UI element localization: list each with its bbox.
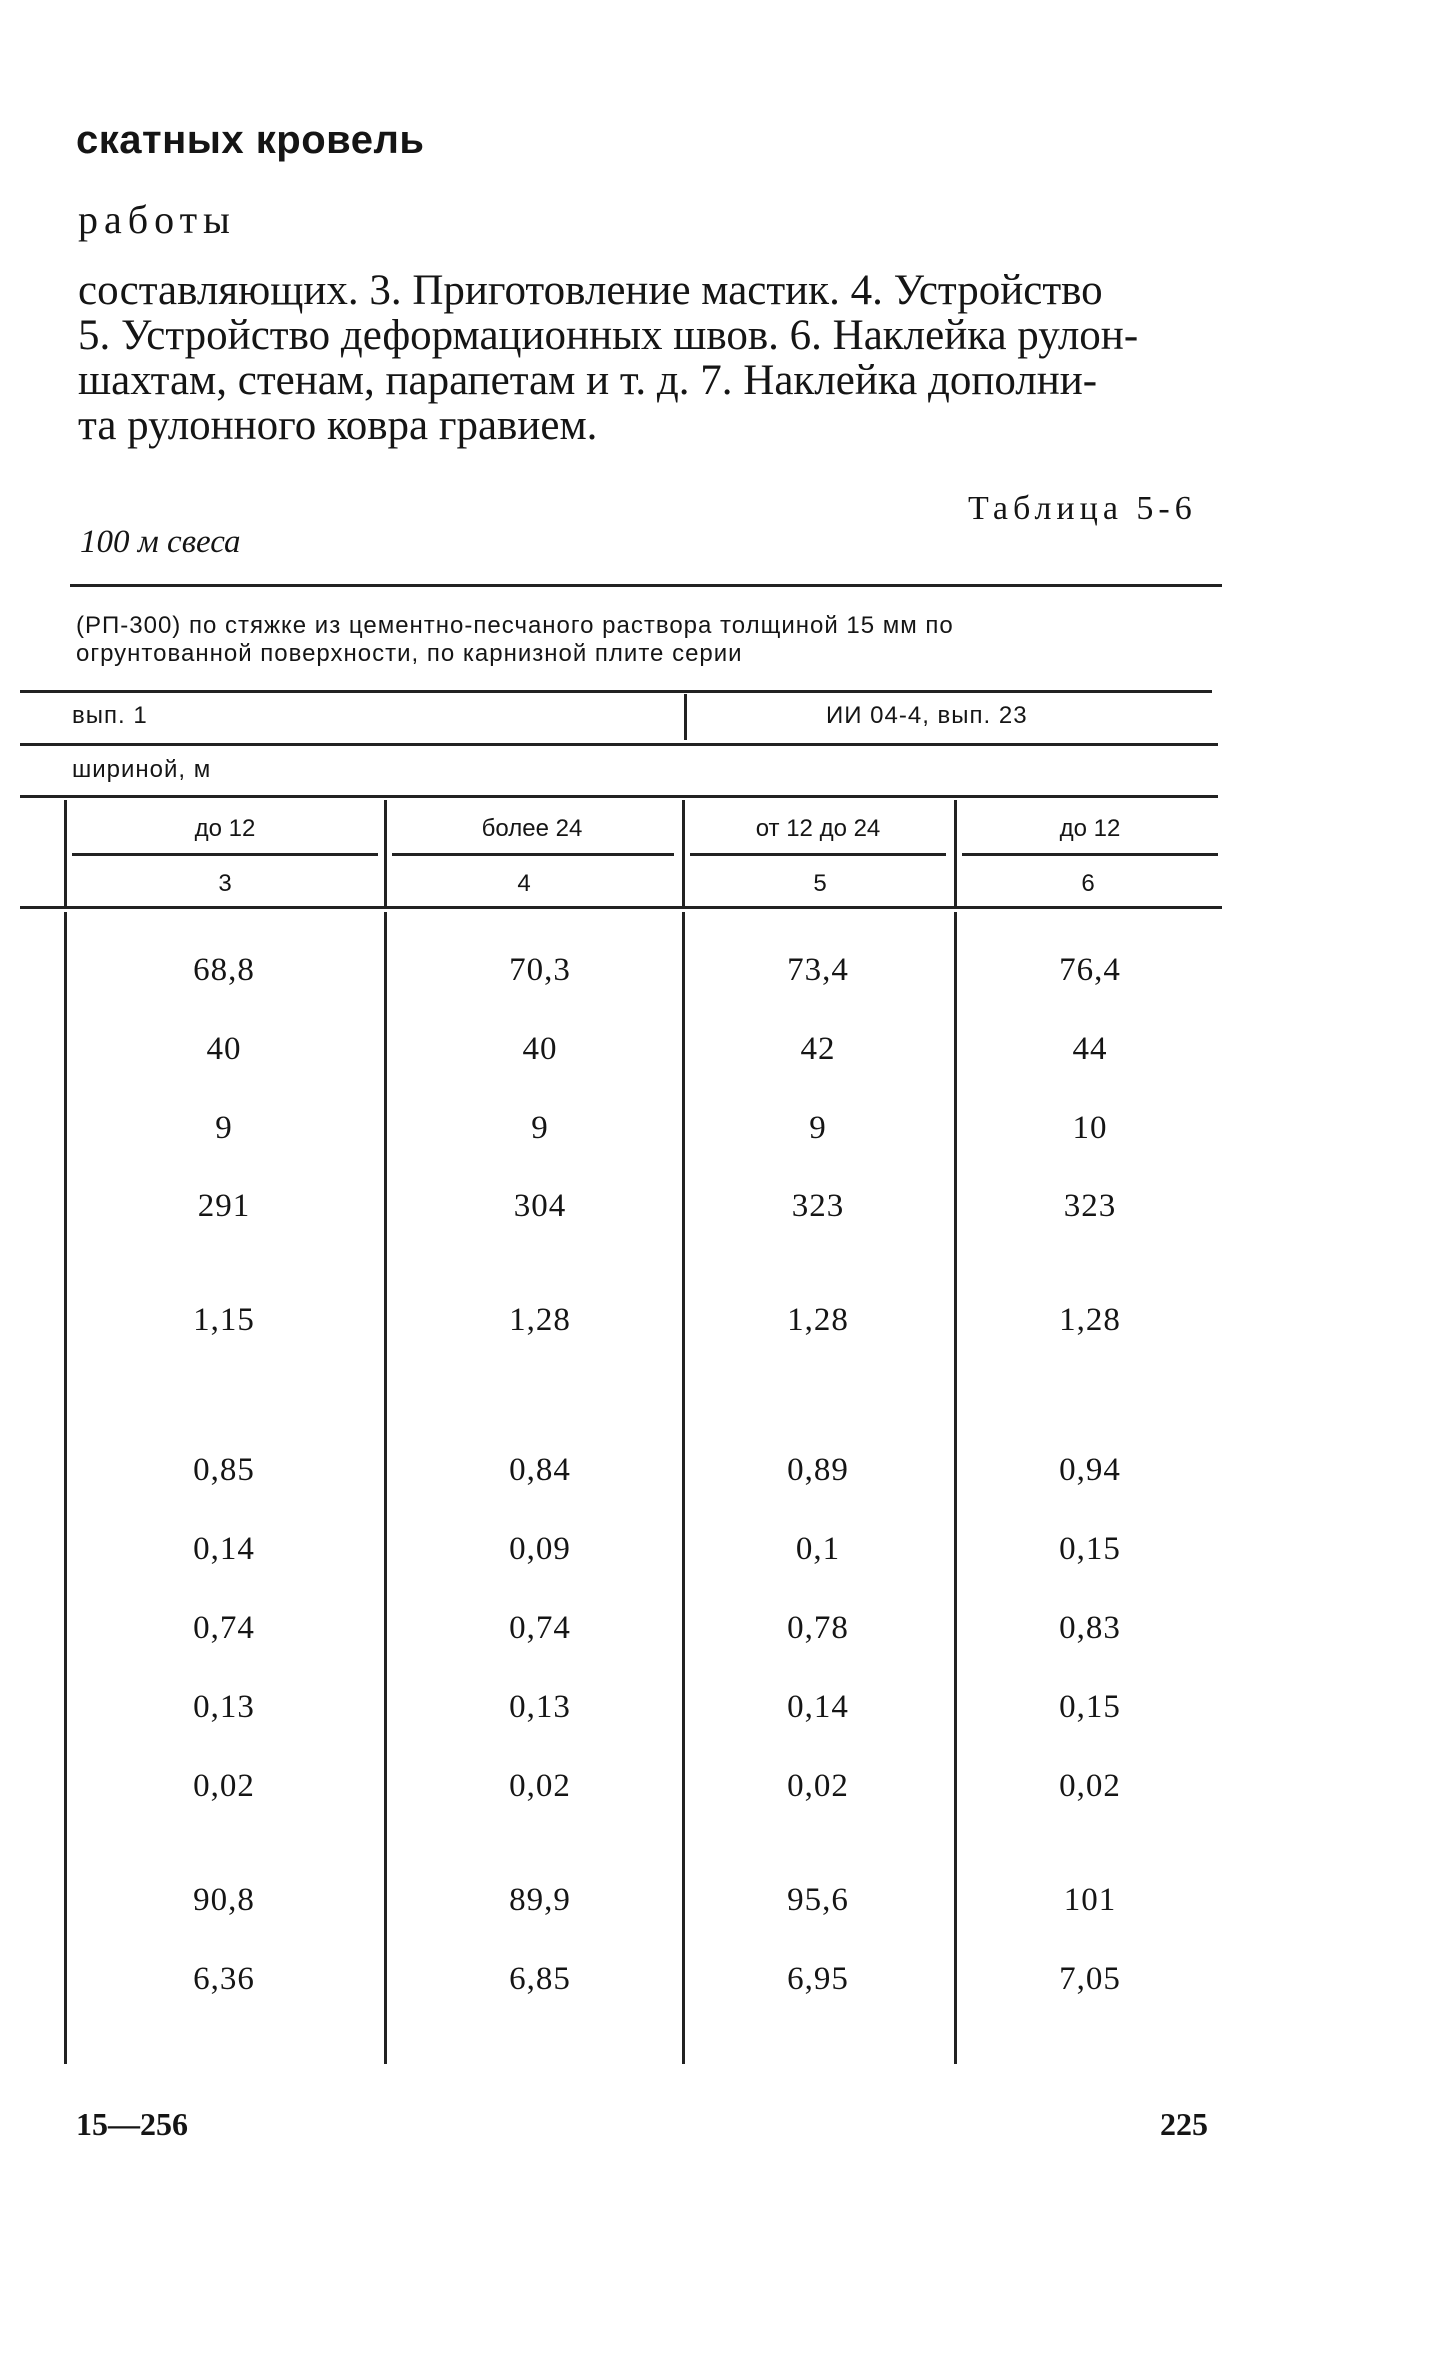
footer-signature: 15—256 bbox=[76, 2106, 188, 2142]
heading-bold: скатных кровель bbox=[76, 118, 425, 162]
page-number: 225 bbox=[1160, 2106, 1208, 2142]
table-cell: 9 bbox=[531, 1110, 549, 1146]
header-subrule-1 bbox=[72, 853, 378, 856]
column-number-6: 6 bbox=[1081, 870, 1095, 897]
header-divider-1 bbox=[384, 800, 387, 906]
paragraph-line-4: та рулонного ковра гравием. bbox=[78, 402, 598, 449]
table-cell: 76,4 bbox=[1059, 952, 1121, 988]
table-cell: 323 bbox=[791, 1188, 845, 1224]
series-divider bbox=[684, 694, 687, 740]
header-subrule-4 bbox=[962, 853, 1218, 856]
table-cell: 0,74 bbox=[193, 1610, 255, 1646]
table-cell: 0,14 bbox=[193, 1531, 255, 1567]
table-cell: 1,28 bbox=[509, 1302, 571, 1338]
table-cell: 101 bbox=[1063, 1882, 1117, 1918]
table-cell: 68,8 bbox=[193, 952, 255, 988]
table-cell: 42 bbox=[800, 1031, 836, 1067]
table-rule-width bbox=[20, 743, 1218, 746]
table-cell: 6,36 bbox=[193, 1961, 255, 1997]
table-rule-headers bbox=[20, 795, 1218, 798]
table-cell: 1,28 bbox=[1059, 1302, 1121, 1338]
table-cell: 40 bbox=[206, 1031, 242, 1067]
table-cell: 0,02 bbox=[1059, 1768, 1121, 1804]
paragraph-line-1: составляющих. 3. Приготовление мастик. 4. Устройство bbox=[78, 267, 1103, 314]
column-number-3: 3 bbox=[218, 870, 232, 897]
width-label: шириной, м bbox=[72, 756, 212, 783]
table-cell: 6,85 bbox=[509, 1961, 571, 1997]
table-cell: 0,85 bbox=[193, 1452, 255, 1488]
table-cell: 0,89 bbox=[787, 1452, 849, 1488]
column-header-2: более 24 bbox=[481, 815, 583, 842]
table-cell: 6,95 bbox=[787, 1961, 849, 1997]
table-title: Таблица 5-6 bbox=[968, 490, 1197, 527]
table-cell: 95,6 bbox=[787, 1882, 849, 1918]
body-divider-1 bbox=[384, 912, 387, 2064]
table-cell: 70,3 bbox=[509, 952, 571, 988]
table-rule-body bbox=[20, 906, 1222, 909]
body-divider-2 bbox=[682, 912, 685, 2064]
table-cell: 0,13 bbox=[193, 1689, 255, 1725]
heading-spaced: работы bbox=[78, 197, 236, 242]
table-cell: 304 bbox=[513, 1188, 567, 1224]
series-left: вып. 1 bbox=[72, 702, 148, 729]
body-divider-left bbox=[64, 912, 67, 2064]
table-cell: 291 bbox=[197, 1188, 251, 1224]
table-top-rule bbox=[70, 584, 1222, 587]
table-cell: 0,02 bbox=[787, 1768, 849, 1804]
table-cell: 0,74 bbox=[509, 1610, 571, 1646]
table-cell: 0,14 bbox=[787, 1689, 849, 1725]
table-unit-label: 100 м свеса bbox=[80, 524, 241, 560]
paragraph-line-2: 5. Устройство деформационных швов. 6. Наклейка рулон- bbox=[78, 312, 1139, 359]
column-header-1: до 12 bbox=[194, 815, 256, 842]
header-subrule-2 bbox=[392, 853, 674, 856]
table-cell: 44 bbox=[1072, 1031, 1108, 1067]
table-cell: 90,8 bbox=[193, 1882, 255, 1918]
column-number-5: 5 bbox=[813, 870, 827, 897]
table-cell: 0,13 bbox=[509, 1689, 571, 1725]
table-cell: 0,02 bbox=[509, 1768, 571, 1804]
table-cell: 9 bbox=[215, 1110, 233, 1146]
table-cell: 0,15 bbox=[1059, 1689, 1121, 1725]
table-cell: 0,02 bbox=[193, 1768, 255, 1804]
table-cell: 0,84 bbox=[509, 1452, 571, 1488]
column-header-4: до 12 bbox=[1059, 815, 1121, 842]
table-caption-line-2: огрунтованной поверхности, по карнизной плите серии bbox=[76, 640, 743, 667]
table-cell: 323 bbox=[1063, 1188, 1117, 1224]
header-divider-left bbox=[64, 800, 67, 906]
table-cell: 1,28 bbox=[787, 1302, 849, 1338]
table-caption-line-1: (РП-300) по стяжке из цементно-песчаного раствора толщиной 15 мм по bbox=[76, 612, 954, 639]
paragraph-line-3: шахтам, стенам, парапетам и т. д. 7. Наклейка дополни- bbox=[78, 357, 1098, 404]
table-cell: 89,9 bbox=[509, 1882, 571, 1918]
table-cell: 0,78 bbox=[787, 1610, 849, 1646]
table-cell: 0,83 bbox=[1059, 1610, 1121, 1646]
header-divider-3 bbox=[954, 800, 957, 906]
body-divider-3 bbox=[954, 912, 957, 2064]
header-subrule-3 bbox=[690, 853, 946, 856]
table-rule-series bbox=[20, 690, 1212, 693]
table-cell: 0,1 bbox=[795, 1531, 841, 1567]
column-header-3: от 12 до 24 bbox=[755, 815, 881, 842]
table-cell: 40 bbox=[522, 1031, 558, 1067]
table-cell: 10 bbox=[1072, 1110, 1108, 1146]
table-cell: 9 bbox=[809, 1110, 827, 1146]
series-right: ИИ 04-4, вып. 23 bbox=[826, 702, 1028, 729]
table-cell: 0,09 bbox=[509, 1531, 571, 1567]
table-cell: 7,05 bbox=[1059, 1961, 1121, 1997]
column-number-4: 4 bbox=[517, 870, 531, 897]
table-cell: 0,15 bbox=[1059, 1531, 1121, 1567]
table-cell: 1,15 bbox=[193, 1302, 255, 1338]
table-cell: 73,4 bbox=[787, 952, 849, 988]
table-cell: 0,94 bbox=[1059, 1452, 1121, 1488]
header-divider-2 bbox=[682, 800, 685, 906]
